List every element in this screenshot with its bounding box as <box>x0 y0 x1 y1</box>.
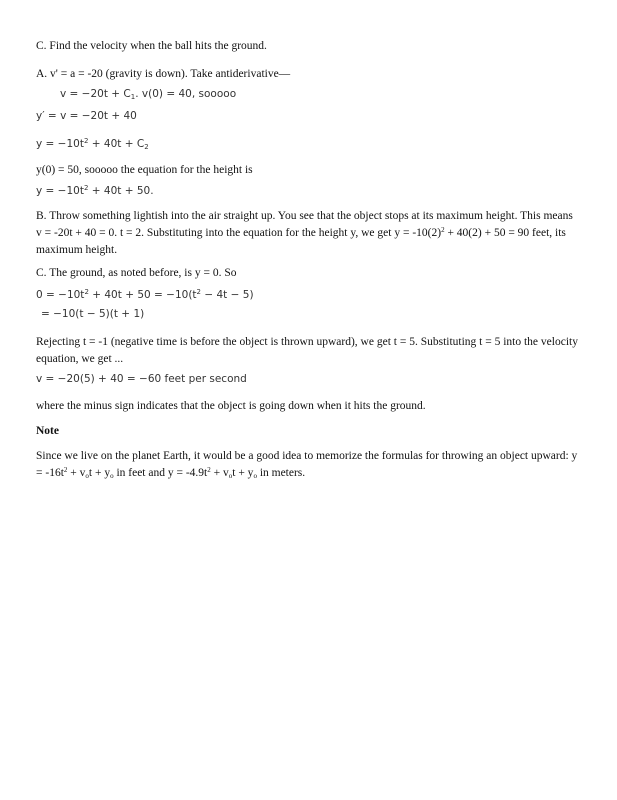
equation-velocity: y′ = v = −20t + 40 <box>36 110 137 122</box>
rejecting-paragraph: Rejecting t = -1 (negative time is before the object is thrown upward), we get t = 5. Substituting t = 5 into the velocity equation, we get ... <box>36 336 578 365</box>
equation-height: $y = -10t^2 + 40t + 50$. <box>36 184 154 197</box>
height-condition-text: y(0) = 50, sooooo the equation for the height is <box>36 164 253 176</box>
equation-velocity-general: $v = -20t + C_1$. v(0) = 40, sooooo <box>60 88 237 101</box>
equation-height-general: $y = -10t^2 + 40t + C_2$ <box>36 137 149 151</box>
equation-ground: $0 = -10t^2 + 40t + 50 = -10(t^2 - 4t - 5)$ <box>36 288 254 301</box>
minus-sign-text: where the minus sign indicates that the object is going down when it hits the ground. <box>36 400 426 412</box>
equation-final-velocity: v = −20(5) + 40 = −60 feet per second <box>36 373 247 385</box>
part-c-ground-text: C. The ground, as noted before, is y = 0. So <box>36 267 237 279</box>
part-a-intro: A. v' = a = -20 (gravity is down). Take antiderivative— <box>36 68 291 80</box>
part-b-paragraph: B. Throw something lightish into the air straight up. You see that the object stops at its maximum height. This means v = -20t + 40 = 0. t = 2. Substituting into the equation for the height y, we get $y = -10(2)^2 + 40(2) + 50 = 90$ feet, its maximum height. <box>36 210 573 256</box>
note-heading: Note <box>36 425 59 437</box>
note-paragraph: Since we live on the planet Earth, it would be a good idea to memorize the formulas for throwing an object upward: $y = -16t^2 + v_ot + y_o$ in feet and $y = -4.9t^2 + v_ot + y_o$ in meters. <box>36 450 578 480</box>
part-c-heading: C. Find the velocity when the ball hits the ground. <box>36 40 267 52</box>
equation-factored: = −10(t − 5)(t + 1) <box>41 308 145 320</box>
